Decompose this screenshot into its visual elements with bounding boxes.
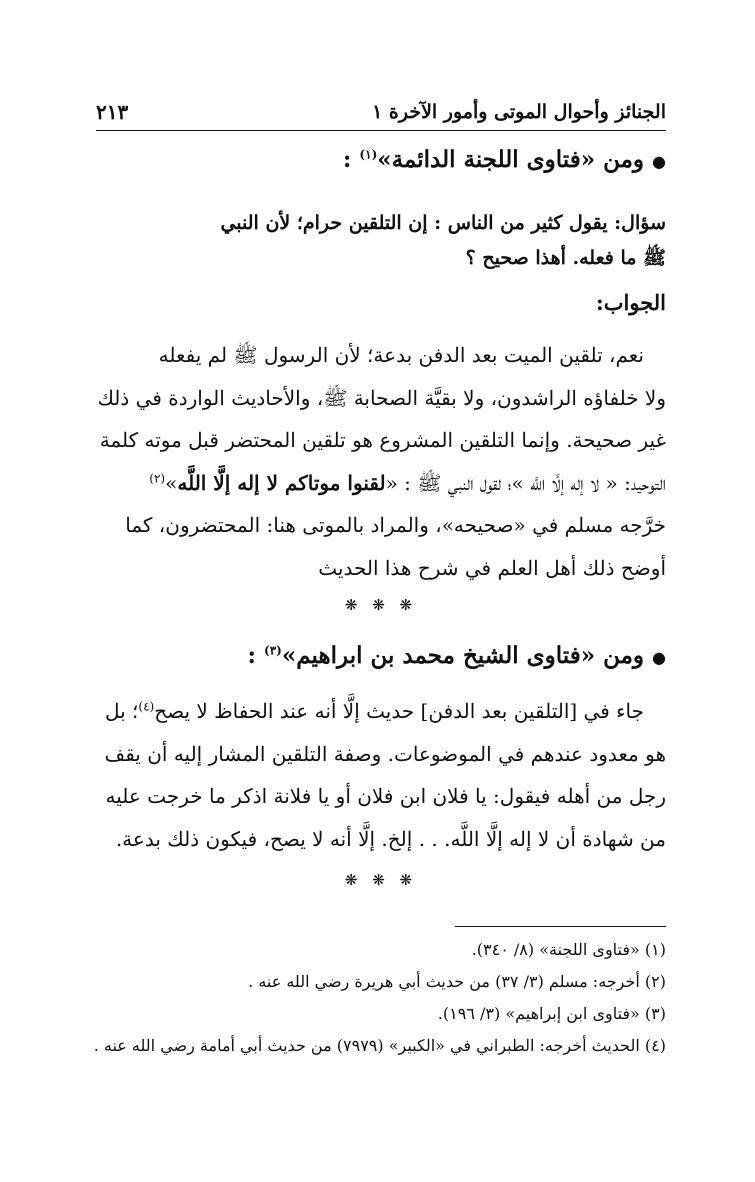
- question-paragraph: [96, 206, 666, 276]
- question-line: ﷺ ما فعله. أهذا صحيح ؟: [465, 247, 666, 269]
- footnote-ref-4: (٤): [138, 699, 155, 714]
- section2-line: هو معدود عندهم في الموضوعات. وصفة التلقين المشار إليه أن يقف: [104, 741, 666, 766]
- footnote-ref-3: (٣): [264, 643, 282, 658]
- footnote-ref-2: (٢): [149, 470, 166, 485]
- answer-label: الجواب:: [596, 290, 666, 315]
- section-separator: ❋ ❋ ❋: [344, 871, 418, 889]
- section2-line1-start: جاء في [التلقين بعد الدفن] حديث إلَّا أنه عند الحفاظ لا يصح: [154, 699, 644, 723]
- question-line: سؤال: يقول كثير من الناس : إن التلقين حرام؛ لأن النبي: [220, 212, 666, 234]
- bullet-icon: ●: [652, 648, 666, 667]
- section2-heading: [96, 642, 666, 669]
- footnote-divider: [455, 926, 666, 927]
- answer-line: ولا خلفاؤه الراشدون، ولا بقيَّة الصحابة ﷺ، والأحاديث الواردة في ذلك: [97, 385, 666, 410]
- running-title: الجنائز وأحوال الموتى وأمور الآخرة ١: [372, 101, 666, 123]
- section2-line: من شهادة أن لا إله إلَّا اللَّه. . . إلخ. إلَّا أنه لا يصح، فيكون ذلك بدعة.: [115, 826, 666, 851]
- section2-line: رجل من أهله فيقول: يا فلان ابن فلان أو يا فلانة اذكر ما خرجت عليه: [105, 784, 666, 808]
- section1-heading-colon: :: [342, 146, 352, 173]
- footnote-ref-1: (١): [359, 147, 378, 162]
- hadith-quote: لقنوا موتاكم لا إله إلَّا اللَّه: [177, 470, 386, 495]
- footnote-item: (٤) الحديث أخرجه: الطبراني في «الكبير» (٧٩٧٩) من حديث أبي أمامة رضي الله عنه .: [93, 1036, 666, 1055]
- answer-line: نعم، تلقين الميت بعد الدفن بدعة؛ لأن الرسول ﷺ لم يفعله: [158, 343, 644, 367]
- section2-heading-colon: :: [247, 642, 257, 669]
- bullet-icon: ●: [652, 152, 666, 171]
- answer-line: خرَّجه مسلم في «صحيحه»، والمراد بالموتى هنا: المحتضرون، كما: [125, 513, 666, 537]
- answer-paragraph: [96, 334, 666, 589]
- footnotes: [93, 934, 666, 1062]
- footnote-item: (٣) «فتاوى ابن إبراهيم» (٣/ ١٩٦).: [437, 1004, 666, 1023]
- answer-line: غير صحيحة. وإنما التلقين المشروع هو تلقين المحتضر قبل موته كلمة: [99, 428, 666, 452]
- section2-line: [96, 690, 666, 733]
- section2-line1-end: ؛ بل: [104, 699, 139, 723]
- answer-line4-end: »: [165, 470, 178, 495]
- answer-line: أوضح ذلك أهل العلم في شرح هذا الحديث: [318, 555, 666, 580]
- section2-heading-text: ومن «فتاوى الشيخ محمد بن ابراهيم»: [281, 642, 645, 669]
- section1-heading: [96, 146, 666, 173]
- page-number: ٢١٣: [96, 100, 129, 124]
- answer-line: [96, 462, 666, 505]
- page-header: [96, 94, 666, 131]
- section2-paragraph: [96, 690, 666, 860]
- footnote-item: (١) «فتاوى اللجنة» (٨/ ٣٤٠).: [471, 940, 666, 959]
- footnote-item: (٢) أخرجه: مسلم (٣/ ٣٧) من حديث أبي هريرة رضي الله عنه .: [248, 972, 666, 991]
- answer-line4-start: التوحيد: « لا إله إلَّا اللَّه »؛ لقول النبي ﷺ : «: [385, 470, 666, 495]
- section-separator: ❋ ❋ ❋: [344, 596, 418, 614]
- section1-heading-text: ومن «فتاوى اللجنة الدائمة»: [377, 146, 645, 173]
